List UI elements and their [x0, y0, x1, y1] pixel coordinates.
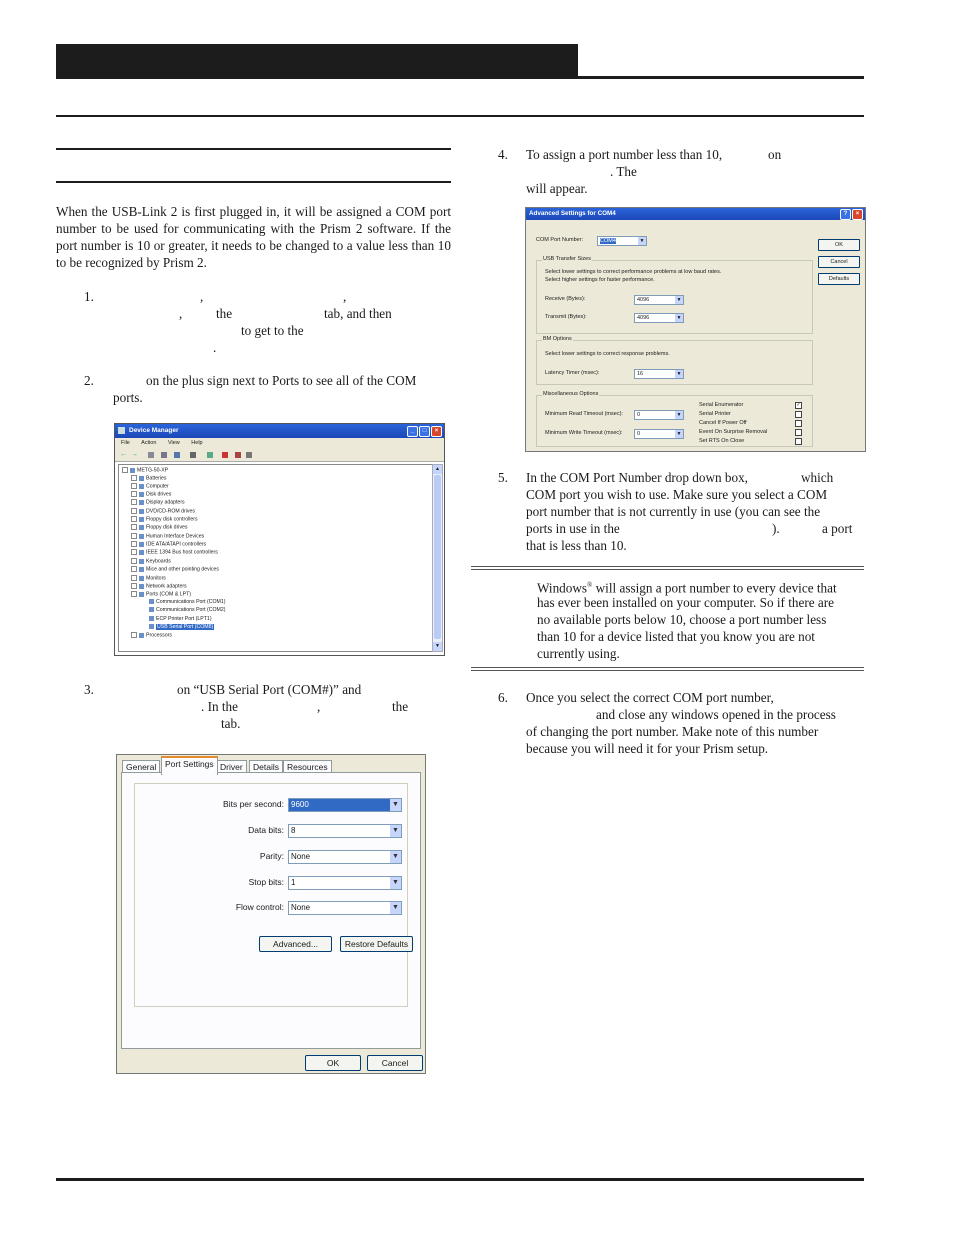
help-icon[interactable]: ?: [840, 209, 851, 220]
step-1-text: [113, 288, 413, 356]
parity-select[interactable]: [288, 850, 402, 864]
step-4-line-2: . The: [610, 164, 637, 179]
tree-label: Network adapters: [146, 583, 187, 590]
select-value: None: [291, 852, 311, 861]
tree-node-ieee1394[interactable]: [131, 549, 218, 556]
processor-icon: [139, 633, 144, 638]
device-manager-icon: [118, 427, 125, 434]
step-2-line-2: ports.: [113, 390, 143, 405]
chevron-down-icon[interactable]: ▼: [390, 799, 401, 811]
stop-bits-label: Stop bits:: [248, 877, 284, 887]
transmit-label: Transmit (Bytes):: [545, 314, 587, 320]
com-port-label: COM Port Number:: [536, 237, 584, 243]
tree-label: Batteries: [146, 475, 167, 482]
disable-icon[interactable]: [235, 452, 241, 458]
step-6-line-2: and close any windows opened in the process: [596, 707, 836, 722]
menu-action[interactable]: Action: [141, 440, 157, 446]
write-timeout-select[interactable]: [634, 429, 684, 439]
menu-file[interactable]: File: [121, 440, 130, 446]
event-on-surprise-removal-label: Event On Surprise Removal: [699, 429, 768, 435]
note-rule-bottom-2: [471, 670, 864, 671]
tree-node-ide[interactable]: [131, 541, 206, 548]
step-6-line-4: because you will need it for your Prism setup.: [526, 741, 769, 756]
select-value: 8: [291, 826, 296, 835]
tree-port-lpt1[interactable]: [149, 616, 212, 623]
parity-label: Parity:: [259, 851, 284, 861]
flow-control-select[interactable]: [288, 901, 402, 915]
step-5-line-1b: which: [801, 470, 834, 485]
computer-icon: [130, 468, 135, 473]
step-3-line-2b: ,: [317, 699, 321, 714]
enable-icon[interactable]: [246, 452, 252, 458]
step-1-frag: tab, and then: [324, 306, 392, 321]
device-manager-window: [114, 423, 445, 656]
ieee1394-icon: [139, 550, 144, 555]
tab-details[interactable]: Details: [249, 760, 283, 774]
tree-node-keyboards[interactable]: [131, 558, 171, 565]
note-text: will assign a port number to every device that: [592, 580, 837, 596]
select-value: 0: [637, 431, 641, 437]
tree-port-com1[interactable]: [149, 599, 225, 606]
step-1-frag: ,: [200, 289, 204, 304]
heading-rule-bottom: [56, 181, 451, 183]
chevron-down-icon[interactable]: ▼: [390, 851, 401, 863]
maximize-icon[interactable]: □: [419, 426, 430, 437]
heading-rule-top: [56, 148, 451, 150]
serial-printer-label: Serial Printer: [699, 411, 731, 417]
keyboard-icon: [139, 559, 144, 564]
step-3-line-2c: the: [392, 699, 409, 714]
menu-help[interactable]: Help: [191, 440, 203, 446]
step-1-frag: ,: [179, 306, 183, 321]
close-icon[interactable]: ×: [431, 426, 442, 437]
serial-printer-checkbox[interactable]: [795, 411, 802, 418]
print-icon[interactable]: [161, 452, 167, 458]
note-text: Windows: [537, 580, 588, 596]
registered-mark: ®: [587, 581, 593, 589]
tab-general[interactable]: General: [122, 760, 160, 774]
window-title: Advanced Settings for COM4: [529, 210, 616, 217]
select-value: 1: [291, 878, 296, 887]
section-rule-top: [56, 115, 864, 117]
tree-label: Keyboards: [146, 558, 171, 565]
step-1-frag: .: [213, 340, 217, 355]
update-driver-icon[interactable]: [207, 452, 213, 458]
step-4-line-1b: on: [768, 147, 782, 162]
step-1-frag: the: [216, 306, 233, 321]
help-icon[interactable]: [174, 452, 180, 458]
step-5-line-3: port number that is not currently in use (you can see the: [526, 504, 821, 519]
tree-node-ports[interactable]: [131, 591, 191, 598]
tab-driver[interactable]: Driver: [216, 760, 247, 774]
latency-label: Latency Timer (msec):: [545, 370, 600, 376]
minimize-icon[interactable]: _: [407, 426, 418, 437]
tree-node-batteries[interactable]: [131, 475, 166, 482]
group-title: Miscellaneous Options: [543, 391, 599, 397]
chevron-down-icon[interactable]: ▼: [676, 371, 682, 377]
display-icon: [139, 500, 144, 505]
tab-port-settings[interactable]: Port Settings: [161, 756, 218, 775]
step-6-line-1: Once you select the correct COM port number,: [526, 690, 774, 705]
serial-enumerator-checkbox[interactable]: ✓: [796, 402, 801, 408]
step-5-line-2: COM port you wish to use. Make sure you select a COM: [526, 487, 828, 502]
select-value: None: [291, 903, 311, 912]
tree-label: DVD/CD-ROM drives: [146, 508, 195, 515]
window-title: Device Manager: [129, 427, 179, 434]
tree-label: Floppy disk drives: [146, 524, 188, 531]
note-rule-top-2: [471, 569, 864, 570]
forward-icon[interactable]: →: [131, 451, 138, 458]
group-text: Select lower settings to correct performance problems at low baud rates.: [545, 269, 722, 275]
tree-label: ECP Printer Port (LPT1): [156, 616, 212, 622]
step-4-line-3: will appear.: [526, 181, 588, 196]
advanced-settings-window: [525, 207, 866, 452]
tree-label: Display adapters: [146, 499, 185, 506]
step-4-number: 4.: [498, 147, 508, 162]
step-5-line-4a: ports in use in the: [526, 521, 620, 536]
floppy-icon: [139, 525, 144, 530]
step-3-line-1: on “USB Serial Port (COM#)” and: [177, 682, 362, 697]
tree-node-floppy-drives[interactable]: [131, 524, 188, 531]
header-bar: [56, 44, 578, 78]
step-6-number: 6.: [498, 690, 508, 705]
chevron-down-icon[interactable]: ▼: [390, 877, 401, 889]
tree-label: METG-50-XP: [137, 467, 169, 474]
tree-node-monitors[interactable]: [131, 575, 166, 582]
step-3-number: 3.: [84, 682, 94, 697]
port-settings-group: [134, 783, 408, 1007]
data-bits-label: Data bits:: [248, 825, 284, 835]
tree-label: IEEE 1394 Bus host controllers: [146, 549, 218, 556]
advanced-button[interactable]: Advanced...: [259, 936, 332, 952]
properties-icon[interactable]: [148, 452, 154, 458]
tree-label: Communications Port (COM2): [156, 607, 226, 613]
cancel-button[interactable]: Cancel: [818, 256, 860, 268]
group-text: Select higher settings for faster performance.: [545, 277, 655, 283]
select-value: 4096: [637, 297, 650, 303]
step-3-line-2a: . In the: [201, 699, 238, 714]
port-icon: [149, 599, 154, 604]
step-5-line-1a: In the COM Port Number drop down box,: [526, 470, 748, 485]
monitor-icon: [139, 576, 144, 581]
step-5-number: 5.: [498, 470, 508, 485]
note-line-3: no available ports below 10, choose a port number less: [537, 612, 827, 627]
chevron-down-icon[interactable]: ▼: [390, 825, 401, 837]
tree-label: Computer: [146, 483, 169, 490]
tree-label: Processors: [146, 632, 172, 639]
note-line-4: than 10 for a device listed that you know you are not: [537, 629, 815, 644]
tree-node-computer[interactable]: [131, 483, 169, 490]
step-1-number: 1.: [84, 289, 94, 304]
computer-icon: [139, 484, 144, 489]
ide-icon: [139, 542, 144, 547]
chevron-down-icon[interactable]: ▼: [639, 238, 645, 244]
advanced-settings-titlebar: [526, 208, 865, 220]
latency-select[interactable]: [634, 369, 684, 379]
chevron-down-icon[interactable]: ▼: [390, 902, 401, 914]
port-icon: [139, 592, 144, 597]
device-manager-titlebar: [115, 424, 444, 438]
select-value: 16: [637, 371, 644, 377]
tree-node-dvd-drives[interactable]: [131, 508, 195, 515]
group-title: BM Options: [543, 336, 572, 342]
tree-node-mice[interactable]: [131, 566, 219, 573]
tree-node-disk-drives[interactable]: [131, 491, 171, 498]
tree-label: Human Interface Devices: [146, 533, 205, 540]
step-4-line-1a: To assign a port number less than 10,: [526, 147, 723, 162]
write-timeout-label: Minimum Write Timeout (msec):: [545, 430, 623, 436]
port-icon: [149, 624, 154, 629]
close-icon[interactable]: ×: [852, 209, 863, 220]
menu-view[interactable]: View: [167, 440, 180, 446]
set-rts-on-close-checkbox[interactable]: [795, 438, 802, 445]
tree-label: Ports (COM & LPT): [146, 591, 191, 598]
device-tree: [118, 464, 434, 652]
tree-port-usb-serial[interactable]: [149, 624, 214, 631]
tree-node-floppy-controllers[interactable]: [131, 516, 198, 523]
group-text: Select lower settings to correct response problems.: [545, 351, 670, 357]
select-value: 4096: [637, 315, 650, 321]
ok-button[interactable]: OK: [305, 1055, 361, 1071]
receive-select[interactable]: [634, 295, 684, 305]
port-settings-panel: [121, 772, 421, 1049]
tree-port-com2[interactable]: [149, 607, 225, 614]
bits-per-second-label: Bits per second:: [223, 799, 284, 809]
note-line-2: has ever been installed on your computer. So if there are: [537, 595, 834, 610]
stop-bits-select[interactable]: [288, 876, 402, 890]
defaults-button[interactable]: Defaults: [818, 273, 860, 285]
read-timeout-select[interactable]: [634, 410, 684, 420]
scroll-thumb[interactable]: [434, 475, 441, 639]
bm-options-group: [536, 336, 813, 385]
step-5-line-4c: a port: [822, 521, 853, 536]
tree-label: Communications Port (COM1): [156, 599, 226, 605]
tree-label: IDE ATA/ATAPI controllers: [146, 541, 207, 548]
step-1-frag: to get to the: [241, 323, 304, 338]
misc-options-group: [536, 391, 813, 447]
tree-node-hid[interactable]: [131, 533, 204, 540]
receive-label: Receive (Bytes):: [545, 296, 586, 302]
chevron-down-icon[interactable]: ▼: [676, 431, 682, 437]
cancel-button[interactable]: Cancel: [367, 1055, 423, 1071]
step-5-line-5: that is less than 10.: [526, 538, 627, 553]
footer-rule: [56, 1178, 864, 1181]
cancel-if-power-off-checkbox[interactable]: [795, 420, 802, 427]
port-settings-dialog: [116, 754, 426, 1074]
com-port-select[interactable]: [597, 236, 647, 246]
chevron-down-icon[interactable]: ▼: [676, 297, 682, 303]
select-value: COM4: [600, 238, 616, 244]
event-on-surprise-removal-checkbox[interactable]: [795, 429, 802, 436]
printer-port-icon: [149, 616, 154, 621]
intro-paragraph: When the USB-Link 2 is first plugged in, it will be assigned a COM port number to be used for communicating with the Prism 2 software. If the port number is 10 or greater, it needs to be changed to a value less than 10 to be recognized by Prism 2.: [56, 204, 451, 270]
tree-node-display-adapters[interactable]: [131, 499, 185, 506]
step-6-line-3: of changing the port number. Make note of this number: [526, 724, 819, 739]
tree-label: Disk drives: [146, 491, 172, 498]
device-tree-scrollbar[interactable]: [432, 464, 443, 652]
tree-root[interactable]: [122, 467, 168, 474]
serial-enumerator-label: Serial Enumerator: [699, 402, 744, 408]
tree-node-network[interactable]: [131, 583, 187, 590]
toolbar: [115, 449, 444, 462]
dvd-icon: [139, 509, 144, 514]
step-1-frag: ,: [343, 289, 347, 304]
tree-label: Floppy disk controllers: [146, 516, 198, 523]
tree-label: Monitors: [146, 575, 166, 582]
tab-resources[interactable]: Resources: [283, 760, 332, 774]
chevron-down-icon[interactable]: ▼: [676, 412, 682, 418]
battery-icon: [139, 476, 144, 481]
floppy-icon: [139, 517, 144, 522]
scroll-down-arrow-icon[interactable]: ▼: [433, 642, 442, 651]
back-icon[interactable]: ←: [120, 451, 127, 458]
mouse-icon: [139, 567, 144, 572]
header-rule: [56, 76, 864, 79]
network-icon: [139, 584, 144, 589]
restore-defaults-button[interactable]: Restore Defaults: [340, 936, 413, 952]
data-bits-select[interactable]: [288, 824, 402, 838]
port-icon: [149, 607, 154, 612]
scan-icon[interactable]: [190, 452, 196, 458]
cancel-if-power-off-label: Cancel If Power Off: [699, 420, 747, 426]
select-value: 0: [637, 412, 641, 418]
note-rule-top: [471, 566, 864, 567]
step-5-line-4b: ).: [772, 521, 780, 536]
select-value: 9600: [291, 800, 309, 809]
transmit-select[interactable]: [634, 313, 684, 323]
tree-node-processors[interactable]: [131, 632, 172, 639]
uninstall-icon[interactable]: [222, 452, 228, 458]
read-timeout-label: Minimum Read Timeout (msec):: [545, 411, 623, 417]
step-2-number: 2.: [84, 373, 94, 388]
disk-icon: [139, 492, 144, 497]
set-rts-on-close-label: Set RTS On Close: [699, 438, 745, 444]
flow-control-label: Flow control:: [235, 902, 284, 912]
note-line-5: currently using.: [537, 646, 620, 661]
scroll-up-arrow-icon[interactable]: ▲: [433, 465, 442, 474]
chevron-down-icon[interactable]: ▼: [676, 315, 682, 321]
usb-transfer-group: [536, 256, 813, 334]
bits-per-second-select[interactable]: [288, 798, 402, 812]
menu-bar: [115, 438, 444, 449]
note-rule-bottom: [471, 667, 864, 668]
step-3-line-3: tab.: [221, 716, 241, 731]
hid-icon: [139, 534, 144, 539]
step-2-line-1: on the plus sign next to Ports to see all of the COM: [146, 373, 417, 388]
tree-label: Mice and other pointing devices: [146, 566, 219, 573]
group-title: USB Transfer Sizes: [543, 256, 591, 262]
ok-button[interactable]: OK: [818, 239, 860, 251]
tree-label-selected: USB Serial Port (COM8): [157, 624, 214, 630]
